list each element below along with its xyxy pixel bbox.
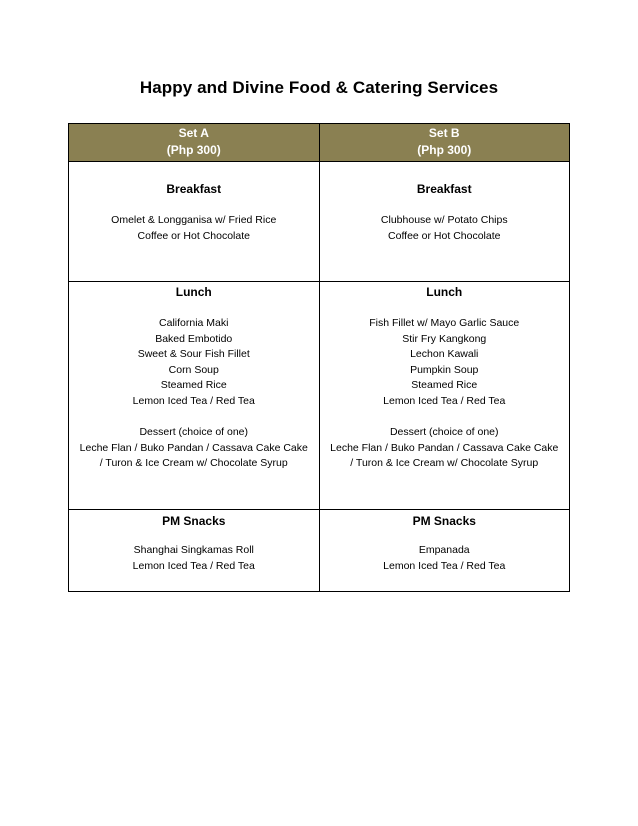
set-a-snacks-cell [69, 510, 320, 592]
set-a-header [69, 124, 320, 162]
set-b-breakfast-cell [319, 162, 570, 282]
menu-item: Steamed Rice [411, 379, 478, 391]
dessert-item: / Turon & Ice Cream w/ Chocolate Syrup [99, 457, 288, 469]
snacks-row [69, 510, 570, 592]
menu-item: Baked Embotido [155, 332, 233, 345]
dessert-item: Leche Flan / Buko Pandan / Cassava Cake Cake [79, 441, 308, 454]
set-a-name: Set A [178, 126, 209, 140]
menu-item: Pumpkin Soup [410, 363, 479, 376]
menu-item: Steamed Rice [160, 379, 227, 391]
menu-item: Empanada [418, 544, 470, 556]
menu-item: Corn Soup [168, 363, 219, 376]
lunch-heading: Lunch [175, 285, 212, 299]
snacks-heading: PM Snacks [162, 514, 226, 528]
set-a-breakfast-cell [69, 162, 320, 282]
set-b-lunch-cell [319, 282, 570, 510]
lunch-row [69, 282, 570, 510]
menu-item: Coffee or Hot Chocolate [388, 229, 501, 242]
header-row [69, 124, 570, 162]
breakfast-heading: Breakfast [166, 182, 222, 196]
lunch-heading: Lunch [426, 285, 463, 299]
set-b-price: (Php 300) [417, 143, 472, 157]
menu-item: Sweet & Sour Fish Fillet [137, 348, 250, 360]
menu-item: Lemon Iced Tea / Red Tea [383, 559, 506, 572]
dessert-item: Leche Flan / Buko Pandan / Cassava Cake Cake [330, 441, 559, 454]
menu-item: Lemon Iced Tea / Red Tea [132, 559, 255, 572]
menu-item: Lemon Iced Tea / Red Tea [132, 394, 255, 407]
dessert-heading: Dessert (choice of one) [139, 426, 249, 438]
menu-item: Lechon Kawali [410, 348, 479, 360]
breakfast-heading: Breakfast [416, 182, 472, 196]
menu-item: California Maki [159, 317, 229, 329]
set-a-price: (Php 300) [166, 143, 221, 157]
menu-item: Shanghai Singkamas Roll [133, 544, 254, 556]
dessert-heading: Dessert (choice of one) [389, 426, 499, 438]
set-b-header [319, 124, 570, 162]
dessert-item: / Turon & Ice Cream w/ Chocolate Syrup [350, 457, 539, 469]
menu-table [68, 123, 570, 592]
set-b-snacks-cell [319, 510, 570, 592]
menu-item: Coffee or Hot Chocolate [137, 229, 250, 242]
menu-item: Stir Fry Kangkong [402, 332, 487, 345]
menu-item: Fish Fillet w/ Mayo Garlic Sauce [369, 317, 520, 329]
menu-item: Omelet & Longganisa w/ Fried Rice [111, 214, 277, 226]
document-title: Happy and Divine Food & Catering Services [139, 78, 499, 97]
set-b-name: Set B [428, 126, 460, 140]
breakfast-row [69, 162, 570, 282]
menu-item: Clubhouse w/ Potato Chips [380, 214, 508, 226]
set-a-lunch-cell [69, 282, 320, 510]
snacks-heading: PM Snacks [412, 514, 476, 528]
menu-item: Lemon Iced Tea / Red Tea [383, 394, 506, 407]
